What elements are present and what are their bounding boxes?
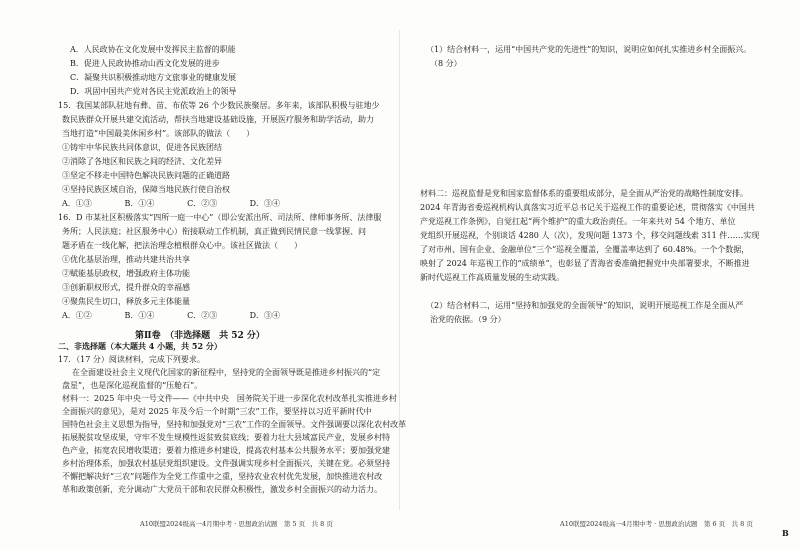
q16-item-4: ④聚焦民生切口，释放多元主体能量	[62, 297, 190, 306]
section-subtitle: 二、非选择题（本大题共 4 小题，共 52 分）	[58, 341, 222, 351]
material1-line-5: 色产业，拓宽农民增收渠道；要着力推进乡村建设，提高农村基本公共服务水平；要加强党建	[62, 446, 390, 455]
q15-choice-a[interactable]: A．①③	[62, 199, 92, 208]
q16-choice-a[interactable]: A．①②	[62, 311, 92, 320]
material2-line-6: 映射了 2024 年巡视工作的“成绩单”，也彰显了青海省委准确把握党中央部署要求，不断推进	[420, 259, 750, 268]
q15-item-1: ①铸牢中华民族共同体意识，促进各民族团结	[62, 143, 222, 152]
q17-part1-line-1: （1）结合材料一，运用“中国共产党的先进性”的知识，说明应如何扎实推进乡村全面振兴。	[426, 45, 752, 54]
option-d: D．巩固中国共产党对各民主党派政治上的领导	[70, 87, 237, 96]
q16-stem-1: 16．D 市某社区积极落实“四所一庭一中心”（即公安派出所、司法所、律师事务所、法律服	[58, 213, 382, 222]
q16-stem-2: 务所；人民法庭；社区服务中心）衔接联动工作机制，真正做到民情民意一线掌握、问	[62, 227, 366, 236]
option-b: B．促进人民政协推动山西文化发展的进步	[70, 59, 220, 68]
q15-choice-b[interactable]: B．①④	[124, 199, 155, 208]
q15-item-3: ③坚定不移走中国特色解决民族问题的正确道路	[62, 171, 230, 180]
q16-item-1: ①优化基层治理，推动共建共治共享	[62, 255, 190, 264]
corner-mark: B	[782, 528, 789, 538]
material1-line-4: 拓展脱贫攻坚成果，守牢不发生规模性返贫致贫底线；要着力壮大县域富民产业，发展乡村特	[62, 433, 390, 442]
q15-stem-2: 数民族群众开展共建交流活动，帮扶当地建设基础设施，开展医疗服务和助学活动，助力	[62, 115, 374, 124]
material2-line-2: 2024 年青海省委巡视机构认真落实习近平总书记关于巡视工作的重要论述，贯彻落实《中国共	[420, 203, 755, 212]
q15-item-4: ④坚持民族区域自治，保障当地民族行使自治权	[62, 185, 230, 194]
material2-line-5: 了对市州、国有企业、金融单位“三个”巡视全覆盖，全覆盖率达到了 60.48%。一个个数据，	[420, 245, 750, 254]
material1-line-7: 不懈把解决好“三农”问题作为全党工作重中之重，坚持农业农村优先发展，加快推进农村改	[62, 472, 383, 481]
material1-line-3: 国特色社会主义思想为指导，坚持和加强党对“三农”工作的全面领导。文件强调要以深化农村改革	[62, 420, 407, 429]
material1-line-8: 革和政策创新，充分调动广大党员干部和农民群众积极性，激发乡村全面振兴的动力活力。	[62, 485, 382, 494]
option-a: A．人民政协在文化发展中发挥民主监督的职能	[70, 45, 236, 54]
q17-part2-line-2: 治党的依据。（9 分）	[430, 315, 506, 324]
q15-stem-1: 15．我国某部队驻地有彝、苗、布依等 26 个少数民族聚居。多年来，该部队积极与驻地少	[58, 101, 380, 110]
q16-item-2: ②赋能基层政权，增强政府主体功能	[62, 269, 190, 278]
material1-line-2: 全面振兴的意见》，是对 2025 年及今后一个时期“三农”工作，要坚持以习近平新时代中	[62, 407, 372, 416]
material2-line-7: 新时代巡视工作高质量发展的生动实践。	[420, 273, 564, 282]
q16-item-3: ③创新职权形式，提升群众的幸福感	[62, 283, 190, 292]
material2-line-3: 产党巡视工作条例》，自觉扛起“两个维护”的重大政治责任。一年来共对 54 个地方、单位	[420, 217, 736, 226]
q15-choices	[62, 198, 310, 209]
section-title: 第Ⅱ卷 （非选择题 共 52 分）	[135, 331, 265, 341]
q17-head: 17．（17 分）阅读材料，完成下列要求。	[58, 355, 205, 364]
q17-part1-line-2: （8 分）	[430, 59, 462, 68]
material2-line-4: 党组织开展巡视，个别谈话 4280 人（次），发现问题 1373 个，移交问题线索 311 件……实现	[420, 231, 760, 240]
material2-line-1: 材料二：巡视监督是党和国家监督体系的重要组成部分，是全面从严治党的战略性制度安排。	[420, 189, 748, 198]
left-footer: A10联盟2024级高一4月期中考 · 思想政治试题 第 5 页 共 8 页	[140, 520, 333, 528]
intro-line-2: 盘星”，也是深化巡视监督的“压舱石”。	[62, 381, 203, 390]
page-gutter	[399, 30, 400, 510]
q16-choice-c[interactable]: C．②③	[187, 311, 218, 320]
option-c: C．凝聚共识积极推动地方文旅事业的健康发展	[70, 73, 237, 82]
right-footer: A10联盟2024级高一4月期中考 · 思想政治试题 第 6 页 共 8 页	[560, 520, 753, 528]
intro-line-1: 在全面建设社会主义现代化国家的新征程中，坚持党的全面领导既是推进乡村振兴的“定	[72, 368, 381, 377]
q15-choice-d[interactable]: D．③④	[249, 199, 281, 208]
material1-line-6: 乡村治理体系，加强农村基层党组织建设。文件强调实现乡村全面振兴，关键在党。必须坚持	[62, 459, 390, 468]
q16-choice-d[interactable]: D．③④	[249, 311, 281, 320]
q17-part2-line-1: （2）结合材料二，运用“坚持和加强党的全面领导”的知识，说明开展巡视工作是全面从严	[426, 301, 744, 310]
q16-choices	[62, 310, 310, 321]
q15-stem-3: 当地打造“中国最美休闲乡村”。该部队的做法（ ）	[62, 129, 255, 138]
q15-choice-c[interactable]: C．②③	[187, 199, 218, 208]
q16-stem-3: 题矛盾在一线化解，把法治理念植根群众心中。该社区做法（ ）	[62, 241, 302, 250]
q16-choice-b[interactable]: B．①④	[124, 311, 155, 320]
material1-line-1: 材料一：2025 年中央一号文件——《中共中央 国务院关于进一步深化农村改革扎实推进乡村	[62, 394, 397, 403]
q15-item-2: ②消除了各地区和民族之间的经济、文化差异	[62, 157, 222, 166]
